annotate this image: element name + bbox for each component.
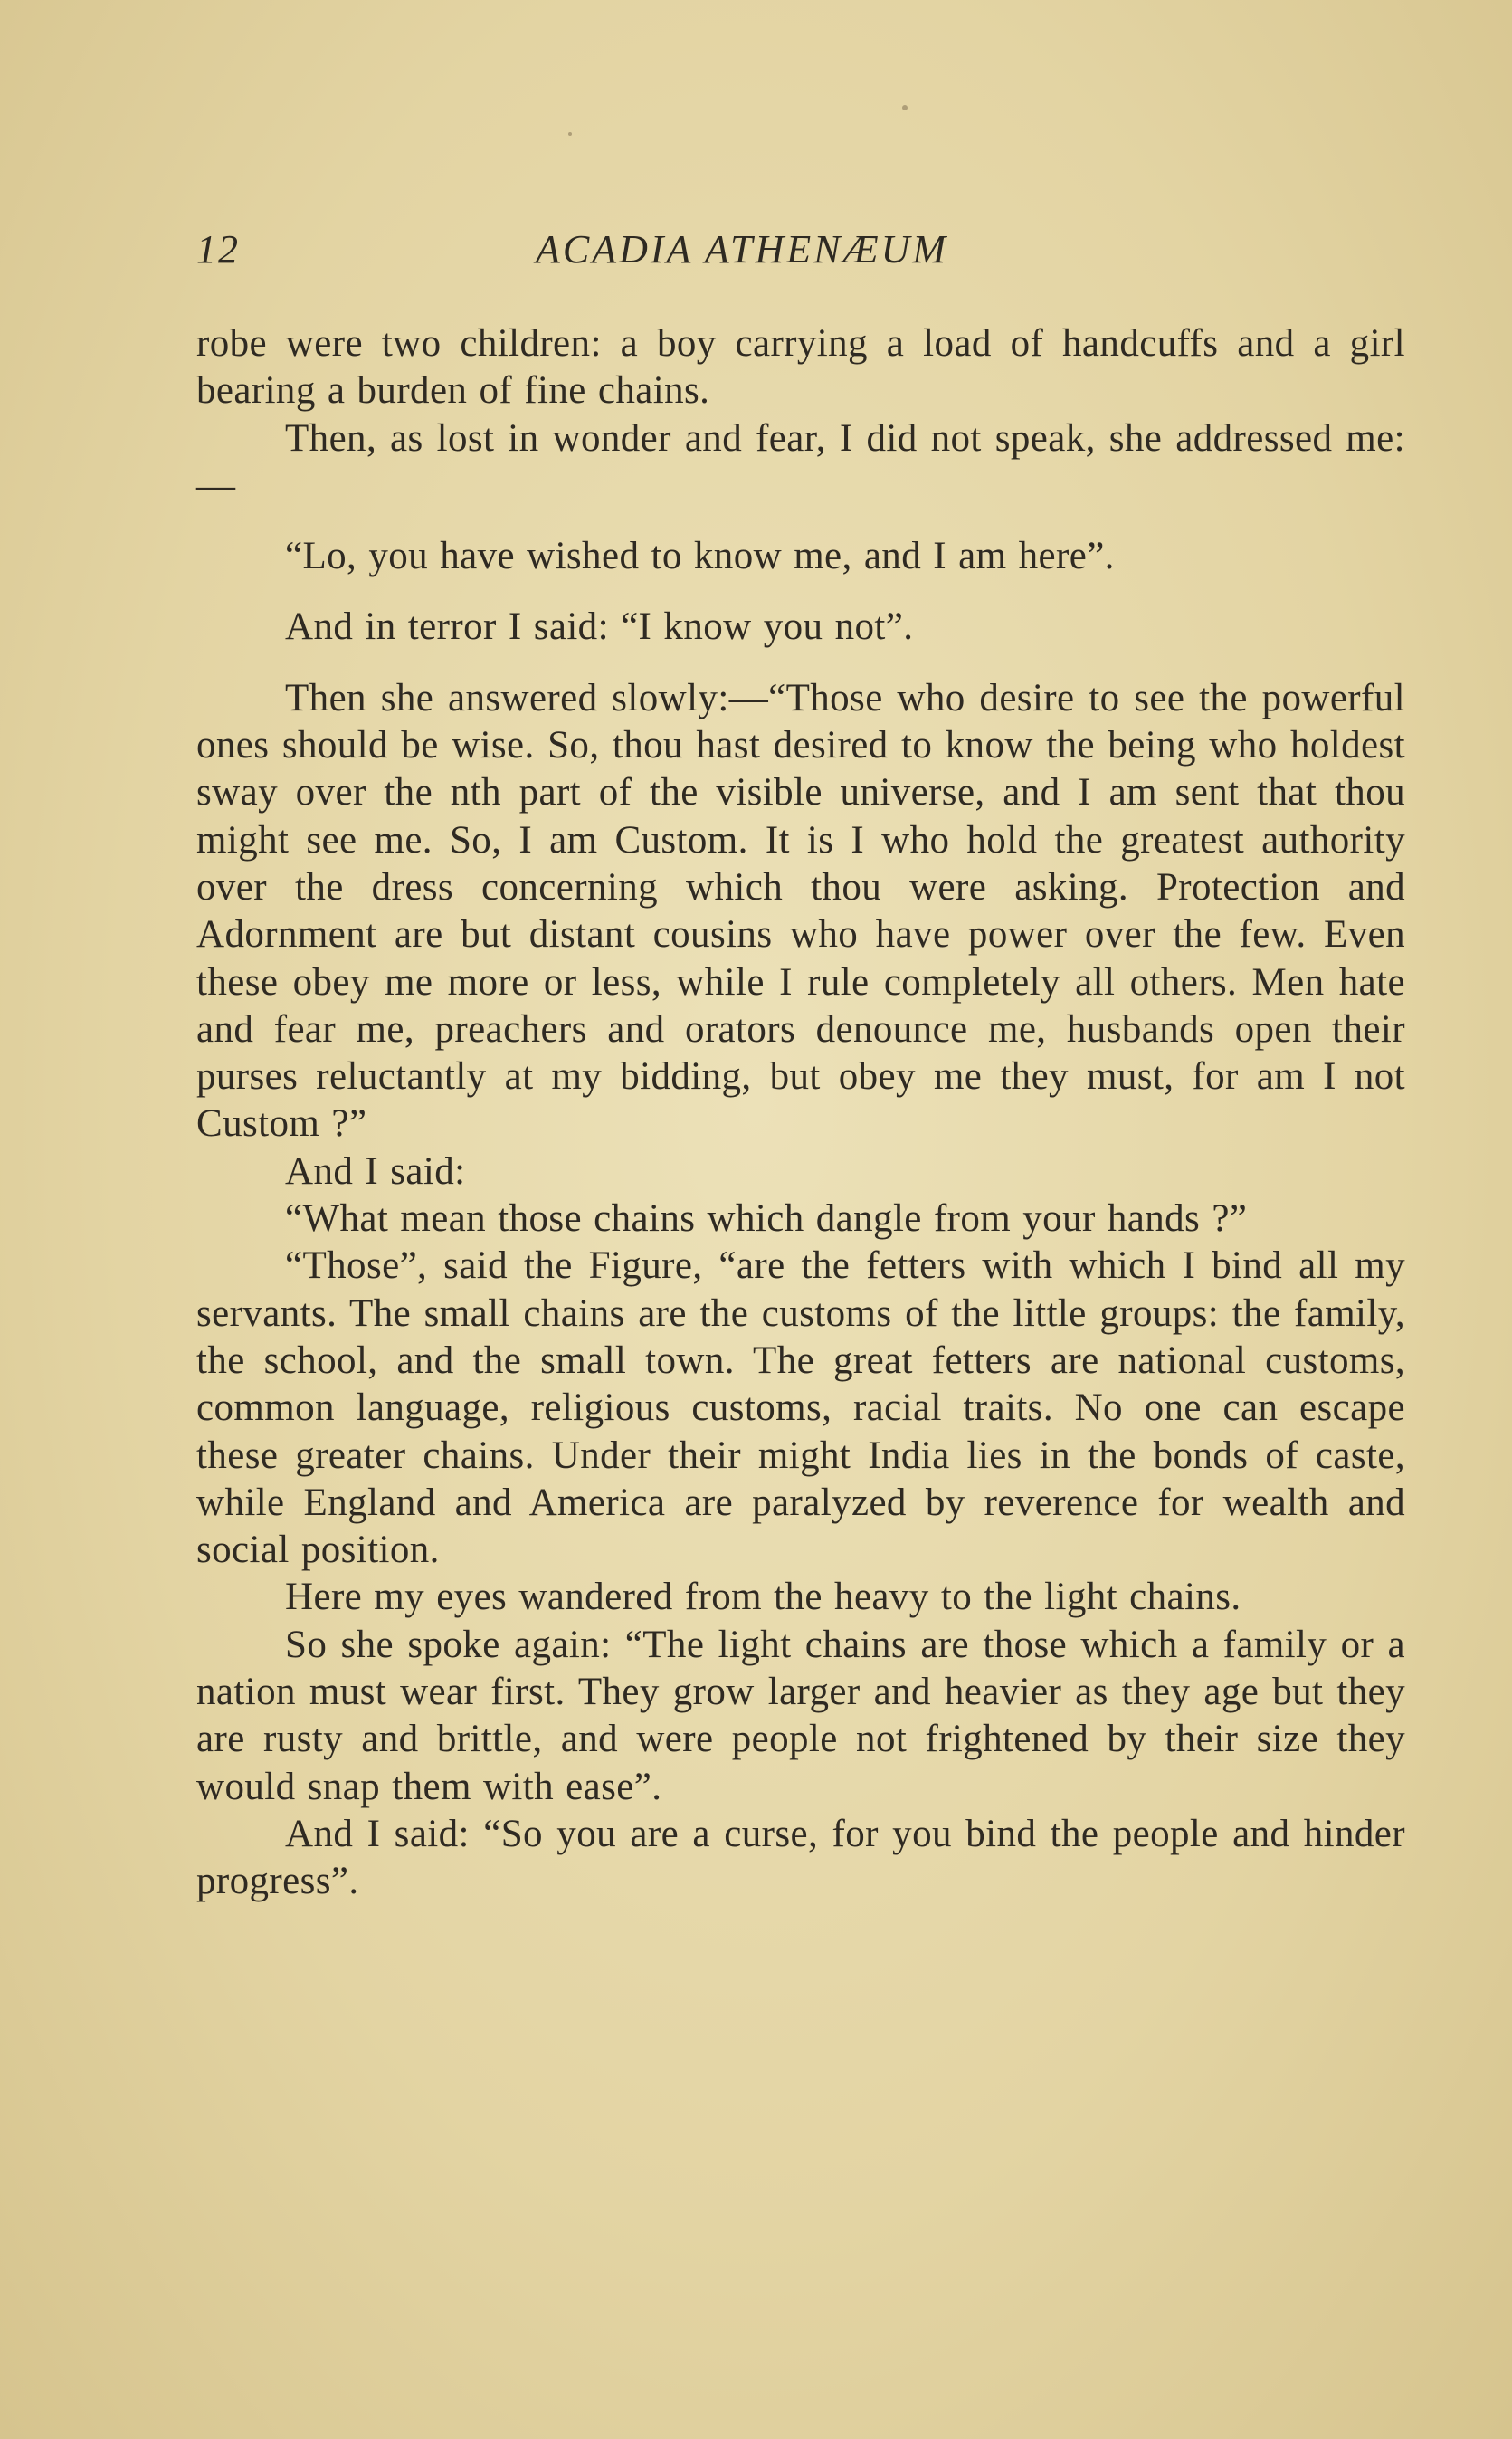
body-text [196,320,1405,1906]
paragraph: “Those”, said the Figure, “are the fetters with which I bind all my servants. The small chains are the customs of the little groups: the family, the school, and the small town. The great fetters are national customs, common language, religious customs, racial traits. No one can escape these greater chains. Under their might India lies in the bonds of caste, while England and America are paralyzed by reverence for wealth and social position. [196,1244,1405,1572]
paragraph: And in terror I said: “I know you not”. [285,605,914,649]
paper-speck [568,132,572,136]
page-number: 12 [196,227,240,272]
paragraph: Here my eyes wandered from the heavy to the light chains. [285,1576,1241,1619]
paper-speck [902,105,908,110]
running-head [196,226,1409,281]
paragraph: Then, as lost in wonder and fear, I did not speak, she addressed me:— [196,416,1405,507]
paragraph: robe were two children: a boy carrying a load of handcuffs and a girl bearing a burden of fine chains. [196,322,1405,413]
journal-title: ACADIA ATHENÆUM [536,227,949,272]
paragraph: So she spoke again: “The light chains are those which a family or a nation must wear first. They grow larger and heavier as they age but they are rusty and brittle, and were people not frightened by their size they would snap them with ease”. [196,1623,1405,1808]
paragraph: “Lo, you have wished to know me, and I am here”. [285,535,1115,578]
paragraph: And I said: [285,1149,466,1193]
paragraph: “What mean those chains which dangle from your hands ?” [285,1197,1248,1241]
paragraph: Then she answered slowly:—“Those who desire to see the powerful ones should be wise. So, thou hast desired to know the being who holdest sway over the nth part of the visible universe, and I am sent that thou might see me. So, I am Custom. It is I who hold the greatest authority over the dress concerning which thou were asking. Protection and Adornment are but distant cousins who have power over the few. Even these obey me more or less, while I rule completely all others. Men hate and fear me, preachers and orators denounce me, husbands open their purses reluctantly at my bidding, but obey me they must, for am I not Custom ?” [196,676,1405,1146]
paragraph: And I said: “So you are a curse, for you bind the people and hinder progress”. [196,1812,1405,1903]
